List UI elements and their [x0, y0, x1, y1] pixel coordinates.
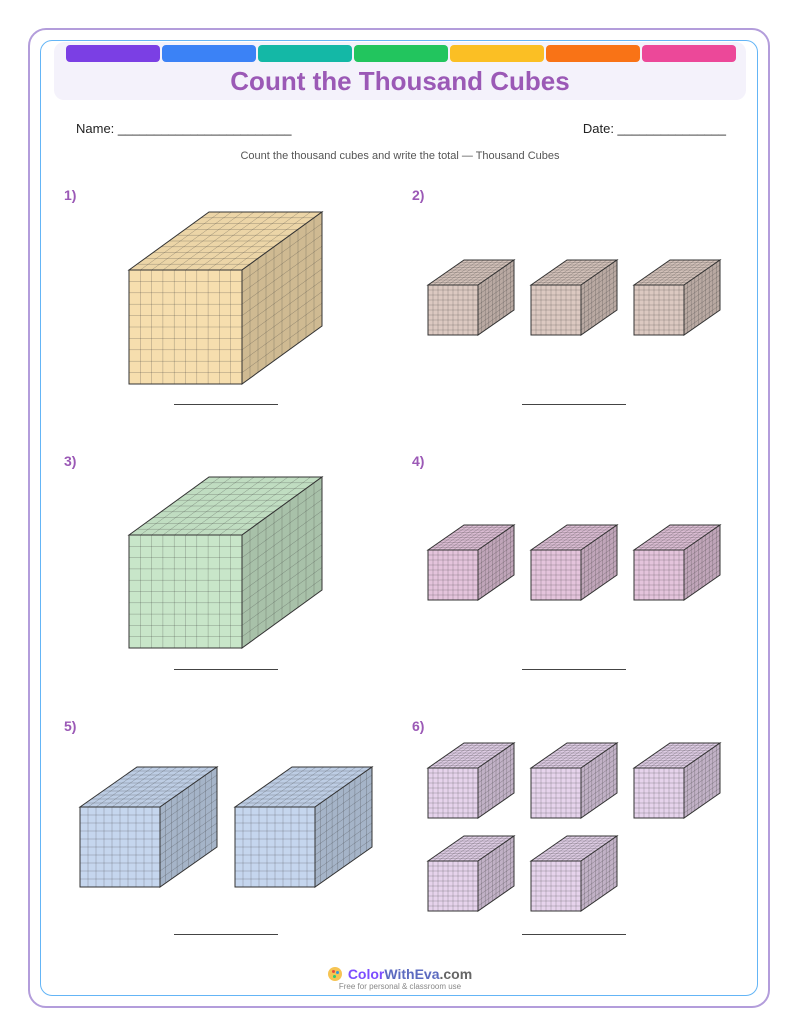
name-field[interactable]: Name: ________________________: [76, 121, 292, 136]
footer-tagline: Free for personal & classroom use: [338, 982, 462, 991]
thousand-cube: [428, 525, 514, 600]
problem-5-label: 5): [64, 718, 77, 734]
thousand-cube: [531, 525, 617, 600]
thousand-cube: [129, 477, 322, 648]
thousand-cube: [531, 743, 617, 818]
thousand-cube: [531, 836, 617, 911]
thousand-cube: [531, 260, 617, 335]
thousand-cube: [634, 743, 720, 818]
worksheet-title: Count the Thousand Cubes: [230, 66, 570, 96]
thousand-cube: [428, 260, 514, 335]
footer: [0, 966, 800, 991]
thousand-cube: [129, 212, 322, 384]
thousand-cube: [428, 743, 514, 818]
problem-2-label: 2): [412, 187, 425, 203]
thousand-cube: [235, 767, 372, 887]
problem-3-label: 3): [64, 453, 77, 469]
problem-4-label: 4): [412, 453, 425, 469]
problem-6-label: 6): [412, 718, 425, 734]
brand-logo[interactable]: ColorWithEva.com: [0, 966, 800, 982]
thousand-cube: [634, 525, 720, 600]
thousand-cube: [428, 836, 514, 911]
palette-icon: [328, 967, 342, 981]
date-field[interactable]: Date: _______________: [582, 121, 726, 136]
instructions: Count the thousand cubes and write the total — Thousand Cubes: [240, 150, 560, 162]
thousand-cube: [634, 260, 720, 335]
problem-1-label: 1): [64, 187, 77, 203]
thousand-cube: [80, 767, 217, 887]
